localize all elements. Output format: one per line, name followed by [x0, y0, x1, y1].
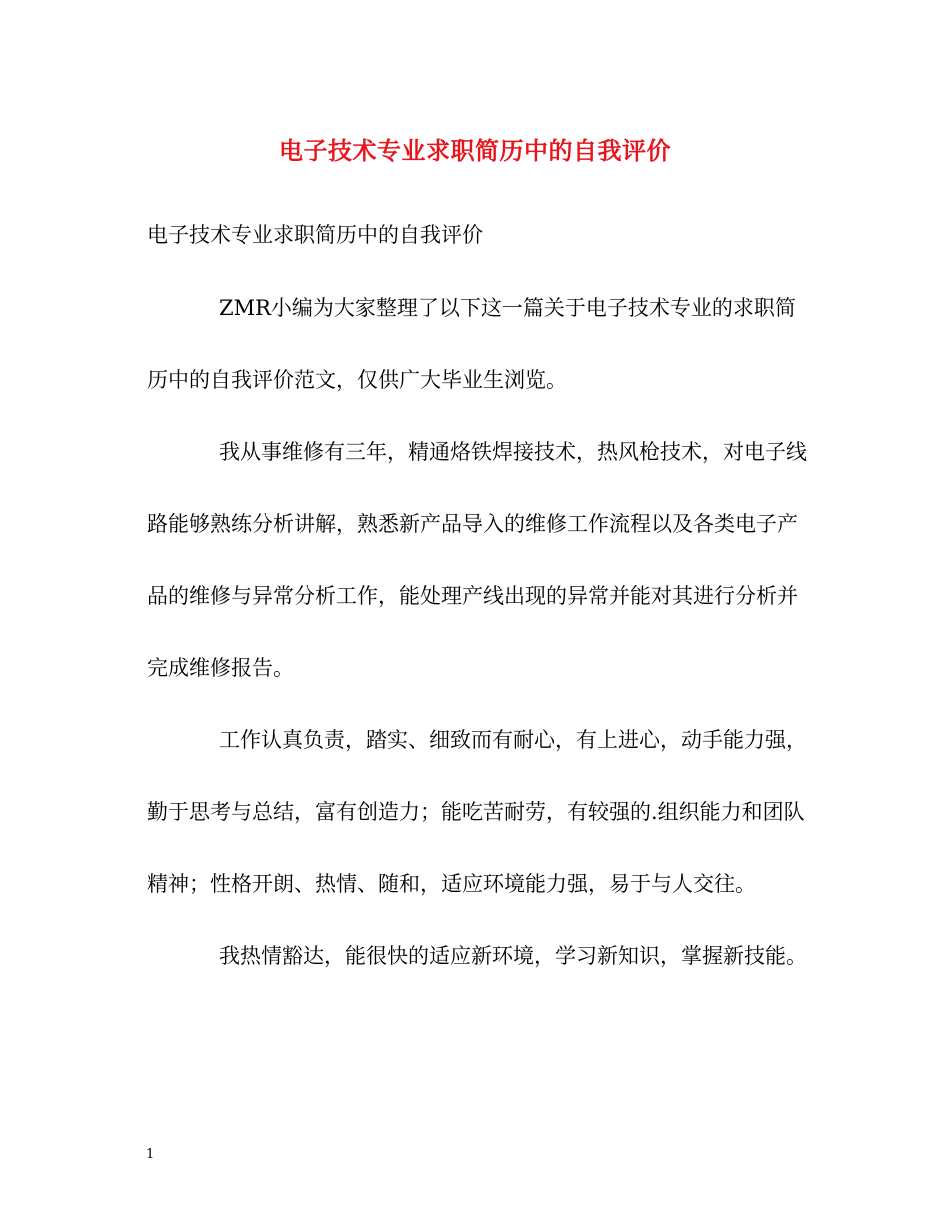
paragraph-experience: 我从事维修有三年，精通烙铁焊接技术，热风枪技术，对电子线路能够熟练分析讲解，熟悉新产品导入的维修工作流程以及各类电子产品的维修与异常分析工作，能处理产线出现的异常并能对其进行分析并完成维修报告。	[147, 440, 807, 680]
paragraph-intro: ZMR小编为大家整理了以下这一篇关于电子技术专业的求职简历中的自我评价范文，仅供广大毕业生浏览。	[147, 296, 796, 392]
paragraph-attitude: 工作认真负责，踏实、细致而有耐心，有上进心，动手能力强，勤于思考与总结，富有创造力；能吃苦耐劳，有较强的.组织能力和团队精神；性格开朗、热情、随和，适应环境能力强，易于与人交往。	[147, 728, 807, 896]
paragraph-adaptability: 我热情豁达，能很快的适应新环境，学习新知识，掌握新技能。	[219, 944, 807, 968]
document-body	[147, 218, 807, 1009]
page-number: 1	[146, 1147, 155, 1162]
document-subtitle: 电子技术专业求职简历中的自我评价	[147, 223, 483, 247]
document-title: 电子技术专业求职简历中的自我评价	[279, 136, 671, 165]
